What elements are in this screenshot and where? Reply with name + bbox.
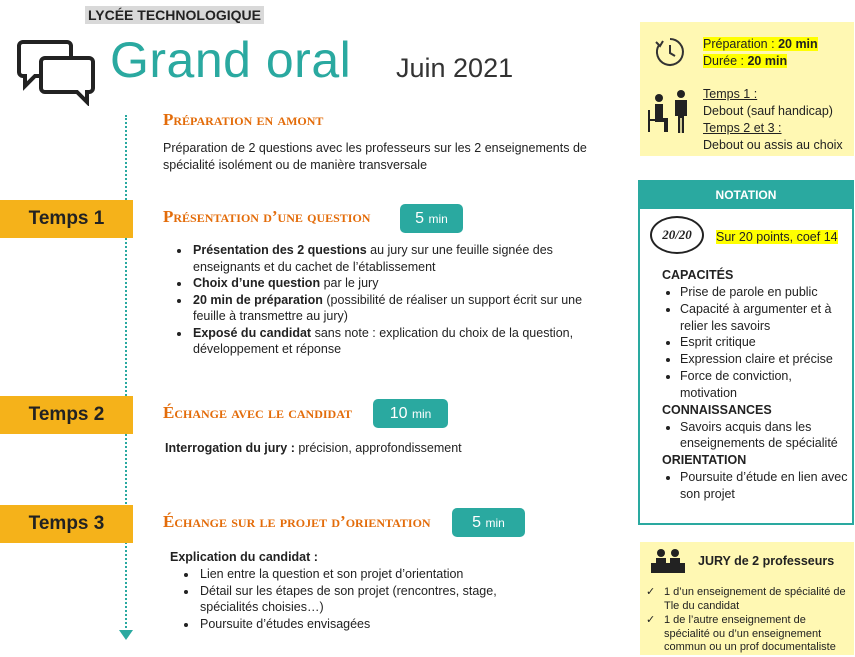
list-item: • Lien entre la question et son projet d’orientation: [198, 566, 558, 583]
list-item: • Savoirs acquis dans les enseignements de spécialité: [680, 419, 852, 453]
step-1-label: Temps 1: [0, 200, 133, 238]
list-item: • Esprit critique: [680, 334, 852, 351]
step-3-label: Temps 3: [0, 505, 133, 543]
list-item: • Présentation des 2 questions au jury sur une feuille signée des enseignants et du cachet de l’établissement: [191, 242, 601, 275]
grade-20-20-icon: 20/20: [650, 216, 704, 254]
step-2-label: Temps 2: [0, 396, 133, 434]
list-item: • Exposé du candidat sans note : explication du choix de la question, développement et réponse: [191, 325, 601, 358]
notation-panel: [638, 180, 854, 525]
list-item: • Poursuite d’études envisagées: [198, 616, 558, 633]
category-orientation: ORIENTATION: [662, 453, 747, 468]
person-sitting-icon: [646, 94, 670, 134]
person-standing-icon: [672, 90, 690, 134]
category-connaissances: CONNAISSANCES: [662, 402, 772, 417]
prep-heading: Préparation en amont: [163, 110, 324, 129]
jury-panel: [640, 542, 854, 655]
step-1-list: [163, 242, 601, 358]
list-item: • Force de conviction, motivation: [680, 368, 852, 402]
step-3-list: [170, 566, 558, 632]
timeline-line: [125, 115, 129, 635]
list-item: • Poursuite d’étude en lien avec son projet: [680, 469, 852, 503]
step-2-duration-badge: [373, 399, 448, 428]
list-item: ✓ 1 d’un enseignement de spécialité de Tle du candidat: [646, 586, 846, 612]
jury-icon: [650, 548, 686, 574]
category-capacites: CAPACITÉS: [662, 268, 734, 282]
jury-list: [646, 586, 846, 655]
page-subtitle: Juin 2021: [396, 53, 514, 83]
capacites-list: [640, 284, 852, 402]
list-item: ✓ 1 de l’autre enseignement de spécialité ou d’un enseignement commun ou un prof documentaliste: [646, 614, 836, 653]
step-3-duration-value: 5: [472, 514, 482, 531]
checkmark-icon: ✓: [646, 614, 656, 626]
step-3-duration-unit: min: [485, 516, 505, 530]
standing-rules: Temps 1 : Debout (sauf handicap) Temps 2 et 3 : Debout ou assis au choix: [703, 87, 843, 152]
step-2-heading: Échange avec le candidat: [163, 403, 353, 422]
step-2-duration-value: 10: [389, 405, 408, 422]
step-3-heading: Échange sur le projet d’orientation: [163, 512, 431, 531]
notation-heading: NOTATION: [640, 182, 852, 209]
step-1-duration-badge: [400, 204, 463, 233]
checkmark-icon: ✓: [646, 586, 656, 598]
speech-bubbles-icon: [15, 36, 97, 106]
step-2-duration-unit: min: [411, 407, 432, 421]
jury-heading: JURY de 2 professeurs: [698, 554, 835, 568]
step-3-intro: Explication du candidat :: [170, 550, 318, 564]
school-label: LYCÉE TECHNOLOGIQUE: [85, 6, 264, 24]
list-item: • Capacité à argumenter et à relier les savoirs: [680, 301, 852, 335]
step-1-duration-unit: min: [428, 212, 448, 226]
step-1-heading: Présentation d’une question: [163, 207, 371, 226]
prep-text: Préparation de 2 questions avec les professeurs sur les 2 enseignements de spécialité isolément ou de manière transversale: [163, 141, 587, 172]
step-3-duration-badge: [452, 508, 525, 537]
list-item: • Expression claire et précise: [680, 351, 852, 368]
list-item: • Détail sur les étapes de son projet (rencontres, stage, spécialités choisies…): [198, 583, 558, 616]
list-item: • Choix d’une question par le jury: [191, 275, 601, 292]
page-title: Grand oral: [110, 32, 352, 88]
clock-icon: [654, 36, 686, 68]
list-item: • Prise de parole en public: [680, 284, 852, 301]
score-text: Sur 20 points, coef 14: [716, 230, 838, 244]
step-2-text: Interrogation du jury : précision, approfondissement: [165, 441, 462, 455]
step-1-duration-value: 5: [415, 210, 425, 227]
orientation-list: [640, 469, 852, 503]
timing-panel: [640, 22, 854, 156]
timeline-arrow-icon: [119, 630, 133, 640]
connaissances-list: [640, 419, 852, 453]
prep-duration: Préparation : 20 min Durée : 20 min: [703, 37, 818, 68]
list-item: • 20 min de préparation (possibilité de réaliser un support écrit sur une feuille à transmettre au jury): [191, 292, 601, 325]
